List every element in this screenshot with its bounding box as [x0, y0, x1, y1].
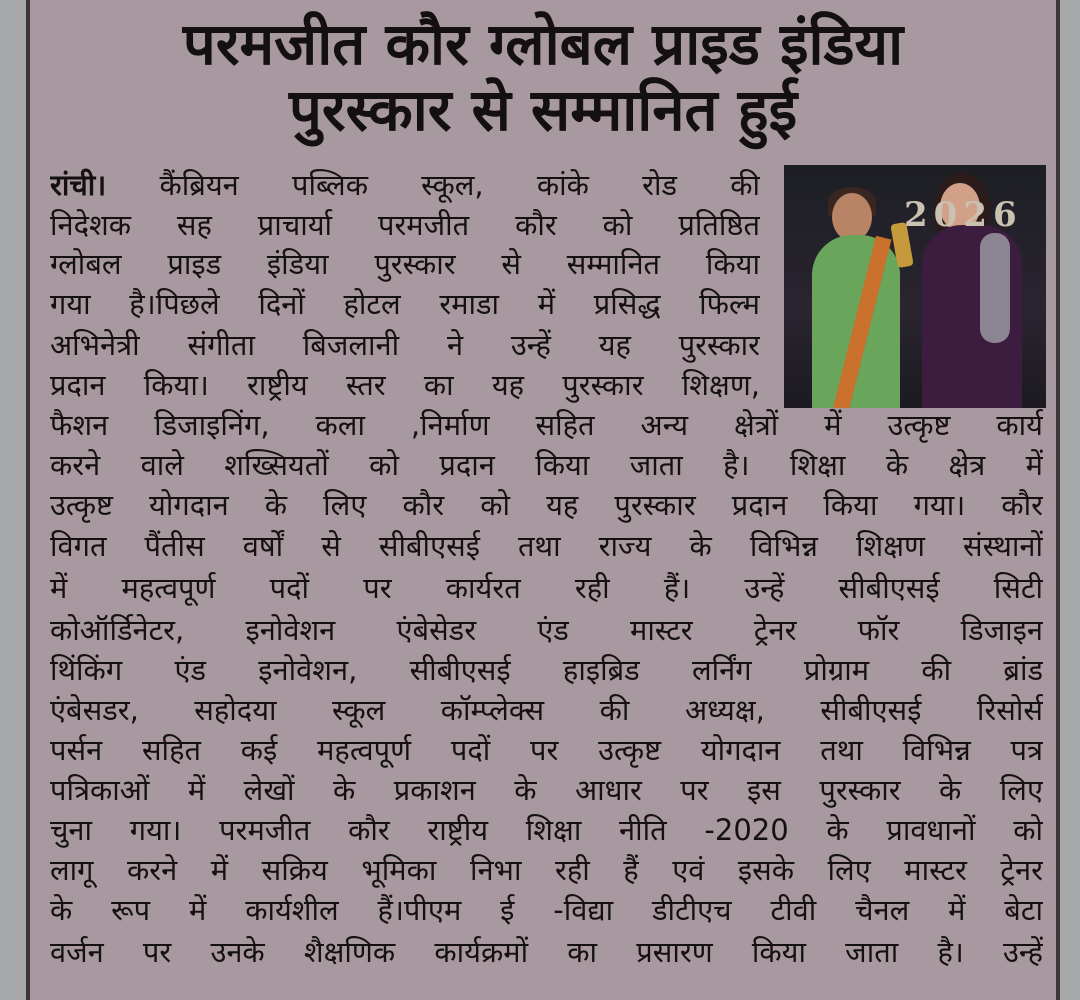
newspaper-clipping [26, 0, 1060, 1000]
body-line: लागू करने में सक्रिय भूमिका निभा रही हैं एवं इसके लिए मास्टर ट्रेनर [50, 853, 1043, 887]
award-photo [784, 165, 1046, 408]
body-line: कोऑर्डिनेटर, इनोवेशन एंबेसेडर एंड मास्टर ट्रेनर फॉर डिजाइन [50, 613, 1043, 647]
body-line: वर्जन पर उनके शैक्षणिक कार्यक्रमों का प्रसारण किया जाता है। उन्हें [50, 935, 1043, 969]
photo-figure [980, 233, 1010, 343]
body-line: फैशन डिजाइनिंग, कला ,निर्माण सहित अन्य क्षेत्रों में उत्कृष्ट कार्य [50, 408, 1043, 442]
body-line: उत्कृष्ट योगदान के लिए कौर को यह पुरस्कार प्रदान किया गया। कौर [50, 488, 1043, 522]
body-line: निदेशक सह प्राचार्या परमजीत कौर को प्रतिष्ठित [50, 208, 760, 242]
headline-line-2: पुरस्कार से सम्मानित हुई [288, 76, 798, 144]
photo-figure [832, 193, 872, 241]
body-line: गया है।पिछले दिनों होटल रमाडा में प्रसिद्ध फिल्म [50, 287, 760, 321]
body-line: के रूप में कार्यशील हैं।पीएम ई -विद्या डीटीएच टीवी चैनल में बेटा [50, 893, 1043, 927]
dateline: रांची। [50, 168, 107, 202]
body-line: थिंकिंग एंड इनोवेशन, सीबीएसई हाइब्रिड लर्निंग प्रोग्राम की ब्रांड [50, 653, 1043, 687]
body-line: पर्सन सहित कई महत्वपूर्ण पदों पर उत्कृष्ट योगदान तथा विभिन्न पत्र [50, 733, 1043, 767]
body-line: ग्लोबल प्राइड इंडिया पुरस्कार से सम्मानित किया [50, 247, 760, 281]
body-line: प्रदान किया। राष्ट्रीय स्तर का यह पुरस्कार शिक्षण, [50, 368, 760, 402]
body-line: पत्रिकाओं में लेखों के प्रकाशन के आधार पर इस पुरस्कार के लिए [50, 773, 1043, 807]
body-line: एंबेसडर, सहोदया स्कूल कॉम्प्लेक्स की अध्यक्ष, सीबीएसई रिसोर्स [50, 693, 1043, 727]
headline-line-1: परमजीत कौर ग्लोबल प्राइड इंडिया [182, 10, 904, 78]
body-text: कैंब्रियन पब्लिक स्कूल, कांके रोड की [106, 168, 760, 202]
body-line: चुना गया। परमजीत कौर राष्ट्रीय शिक्षा नीति -2020 के प्रावधानों को [50, 813, 1043, 847]
body-line: करने वाले शख्सियतों को प्रदान किया जाता है। शिक्षा के क्षेत्र में [50, 448, 1043, 482]
body-line [50, 165, 760, 205]
body-line: में महत्वपूर्ण पदों पर कार्यरत रही हैं। उन्हें सीबीएसई सिटी [50, 571, 1043, 605]
body-line: अभिनेत्री संगीता बिजलानी ने उन्हें यह पुरस्कार [50, 328, 760, 362]
body-line: विगत पैंतीस वर्षों से सीबीएसई तथा राज्य के विभिन्न शिक्षण संस्थानों [50, 529, 1043, 563]
photo-banner-text: 2026 [904, 195, 1023, 235]
